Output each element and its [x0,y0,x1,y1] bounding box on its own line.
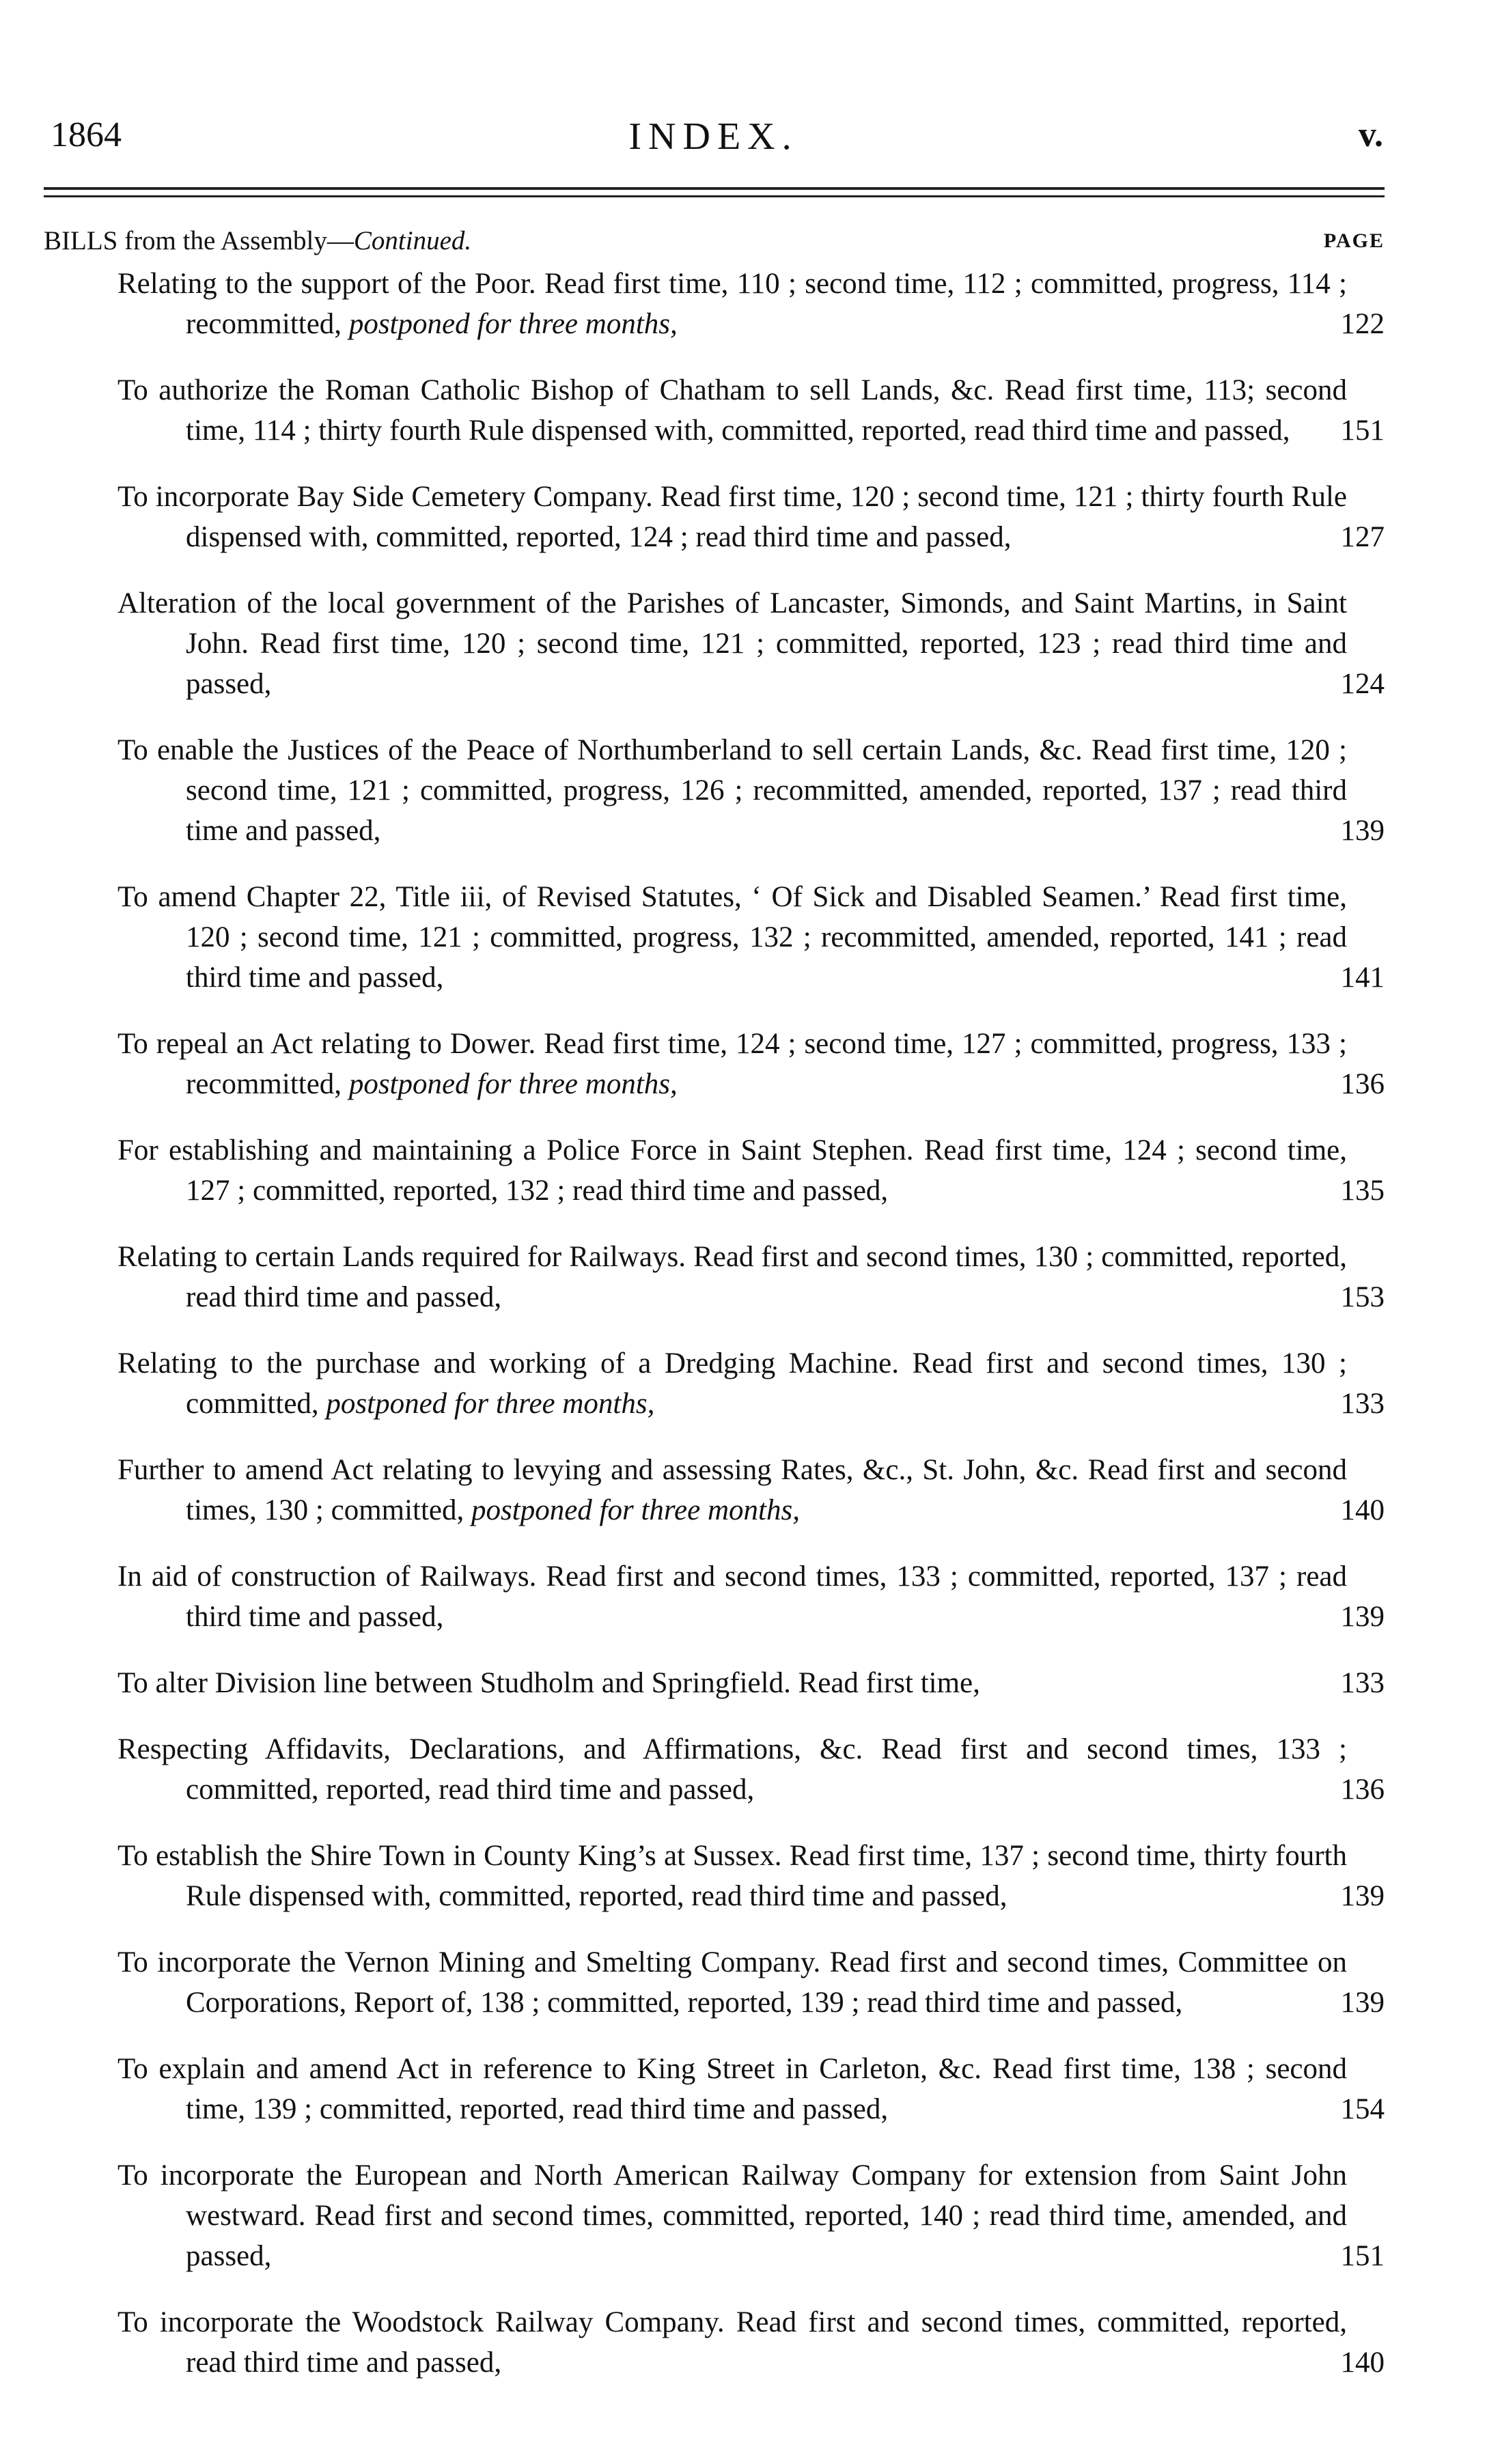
index-entry-text [117,583,1347,704]
entry-italic-note: postponed for three months, [326,1388,655,1420]
index-entry-text [117,1836,1347,1916]
entry-page-number: 151 [1340,2240,1385,2272]
index-entry-text [117,1130,1347,1211]
entry-page-number: 140 [1340,2347,1385,2379]
index-entry [117,1130,1385,1211]
section-heading [44,225,471,256]
entry-page-number: 133 [1340,1388,1385,1420]
entry-description: To authorize the Roman Catholic Bishop of Chatham to sell Lands, &c. Read first time, 113; second time, 114 ; thirty fourth Rule dispensed with, committed, reported, read third time and passed, [117,374,1347,447]
section-continued: Continued. [353,226,472,255]
entry-description: Alteration of the local government of the Parishes of Lancaster, Simonds, and Saint Martins, in Saint John. Read first time, 120 ; second time, 121 ; committed, reported, 123 ; read third time and passed, [117,587,1347,700]
entry-page-number: 124 [1340,668,1385,700]
section-title: BILLS from the Assembly— [44,226,354,255]
index-entry [117,1729,1385,1810]
entry-page-number: 153 [1340,1281,1385,1313]
index-entry-text [117,877,1347,998]
entry-description: To incorporate the European and North American Railway Company for extension from Saint John westward. Read first and second times, committed, reported, 140 ; read third time, amended, and passed, [117,2159,1347,2272]
entry-description: To enable the Justices of the Peace of Northumberland to sell certain Lands, &c. Read first time, 120 ; second time, 121 ; committed, progress, 126 ; recommitted, amended, reported, 137 ; read third time and passed, [117,734,1347,847]
index-entry-text [117,1237,1347,1317]
index-entry [117,1942,1385,2023]
index-entry [117,370,1385,451]
entry-description: To establish the Shire Town in County King’s at Sussex. Read first time, 137 ; second time, thirty fourth Rule dispensed with, committed, reported, read third time and passed, [117,1840,1347,1912]
entry-page-number: 135 [1340,1175,1385,1207]
entry-page-number: 133 [1340,1667,1385,1699]
index-entry [117,1237,1385,1317]
index-entry [117,1836,1385,1916]
index-entry-text [117,1729,1347,1810]
entry-italic-note: postponed for three months, [348,308,678,340]
entry-page-number: 154 [1340,2093,1385,2125]
header-year: 1864 [51,115,122,154]
entry-page-number: 127 [1340,521,1385,553]
index-entry [117,1343,1385,1424]
header-rule-thin [44,195,1385,197]
entry-italic-note: postponed for three months, [471,1494,800,1526]
index-entry [117,477,1385,557]
index-entry [117,877,1385,998]
index-entry-text [117,1024,1347,1104]
entry-description: Relating to the support of the Poor. Read first time, 110 ; second time, 112 ; committed, progress, 114 ; recommitted, [117,268,1347,340]
index-entry [117,730,1385,851]
entry-description: To incorporate the Vernon Mining and Smelting Company. Read first and second times, Committee on Corporations, Report of, 138 ; committed, reported, 139 ; read third time and passed, [117,1946,1347,2019]
index-entry-text [117,264,1347,344]
entry-description: To alter Division line between Studholm and Springfield. Read first time, [117,1667,980,1699]
entry-page-number: 140 [1340,1494,1385,1526]
entry-description: Relating to the purchase and working of a Dredging Machine. Read first and second times, 130 ; committed, [117,1347,1347,1420]
index-entry [117,2049,1385,2129]
index-entry [117,2302,1385,2383]
index-entry-text [117,370,1347,451]
entry-page-number: 136 [1340,1068,1385,1100]
entry-description: Relating to certain Lands required for Railways. Read first and second times, 130 ; committed, reported, read third time and passed, [117,1241,1347,1313]
index-entry-text [117,2049,1347,2129]
index-entry [117,583,1385,704]
index-entry [117,1024,1385,1104]
index-entry [117,1663,1385,1703]
entry-page-number: 139 [1340,1601,1385,1633]
entry-description: For establishing and maintaining a Police Force in Saint Stephen. Read first time, 124 ; second time, 127 ; committed, reported, 132 ; read third time and passed, [117,1134,1347,1207]
entry-page-number: 136 [1340,1774,1385,1806]
index-entry-list [117,264,1385,2409]
header-page-numeral: v. [1358,115,1383,154]
page-column-label: PAGE [1323,229,1385,252]
entry-description: To incorporate the Woodstock Railway Company. Read first and second times, committed, reported, read third time and passed, [117,2306,1347,2379]
entry-italic-note: postponed for three months, [348,1068,678,1100]
index-entry-text [117,1942,1347,2023]
entry-description: To explain and amend Act in reference to King Street in Carleton, &c. Read first time, 138 ; second time, 139 ; committed, reported, read third time and passed, [117,2053,1347,2125]
page-header [44,115,1383,169]
entry-page-number: 141 [1340,962,1385,994]
index-entry-text [117,2155,1347,2276]
index-entry [117,2155,1385,2276]
index-entry [117,264,1385,344]
entry-description: Further to amend Act relating to levying and assessing Rates, &c., St. John, &c. Read first and second times, 130 ; committed, [117,1454,1347,1526]
index-entry [117,1556,1385,1637]
header-rule-thick [44,187,1385,190]
entry-description: In aid of construction of Railways. Read first and second times, 133 ; committed, reported, 137 ; read third time and passed, [117,1560,1347,1633]
index-entry-text [117,1343,1347,1424]
entry-page-number: 151 [1340,415,1385,447]
entry-page-number: 139 [1340,815,1385,847]
index-entry-text [117,1450,1347,1530]
index-entry-text [117,1663,1347,1703]
entry-description: To repeal an Act relating to Dower. Read first time, 124 ; second time, 127 ; committed, progress, 133 ; recommitted, [117,1028,1347,1100]
entry-description: To amend Chapter 22, Title iii, of Revised Statutes, ‘ Of Sick and Disabled Seamen.’ Read first time, 120 ; second time, 121 ; committed, progress, 132 ; recommitted, amended, reported, 141 ; read third time and passed, [117,881,1347,994]
header-title: INDEX. [628,115,798,158]
entry-description: Respecting Affidavits, Declarations, and Affirmations, &c. Read first and second times, 133 ; committed, reported, read third time and passed, [117,1733,1347,1806]
index-entry-text [117,730,1347,851]
entry-page-number: 139 [1340,1880,1385,1912]
index-entry [117,1450,1385,1530]
entry-page-number: 139 [1340,1987,1385,2019]
entry-description: To incorporate Bay Side Cemetery Company. Read first time, 120 ; second time, 121 ; thirty fourth Rule dispensed with, committed, reported, 124 ; read third time and passed, [117,481,1347,553]
index-entry-text [117,2302,1347,2383]
index-entry-text [117,477,1347,557]
index-entry-text [117,1556,1347,1637]
entry-page-number: 122 [1340,308,1385,340]
